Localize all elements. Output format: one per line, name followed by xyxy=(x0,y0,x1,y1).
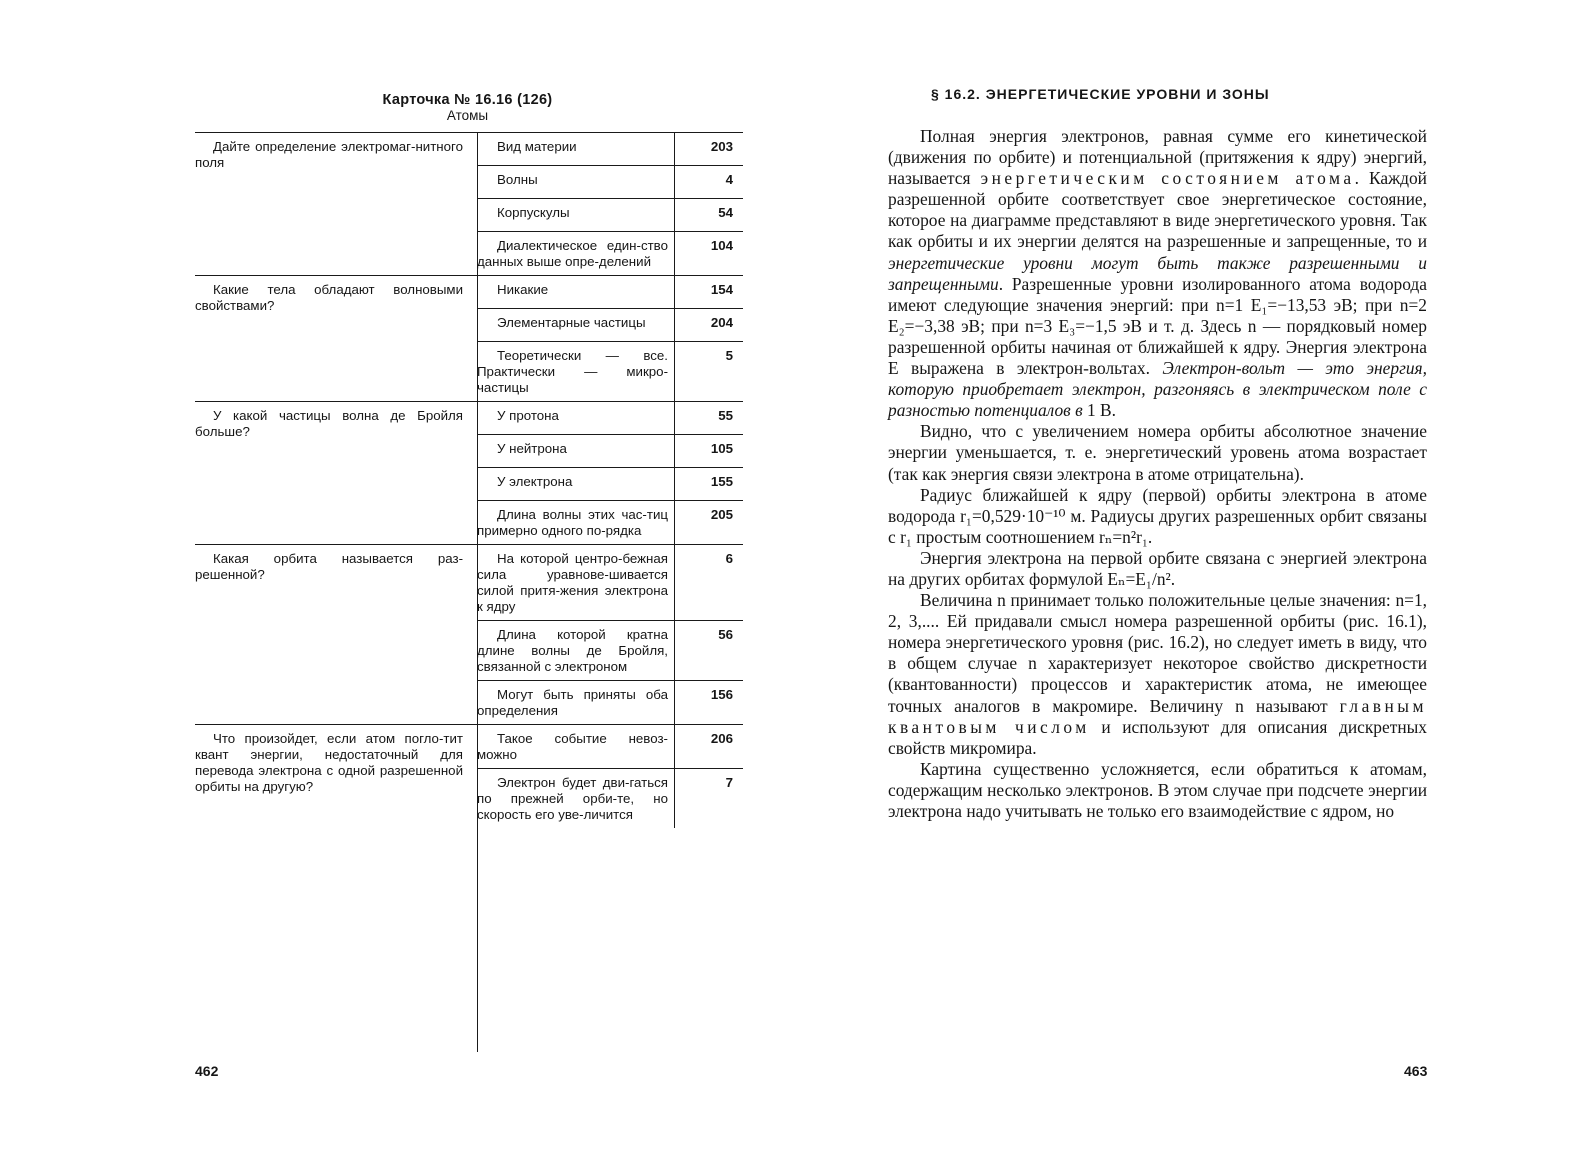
paragraph: Видно, что с увеличением номера орбиты абсолютное значение энергии уменьшается, т. е. энергетический уровень атома возрастает (так как энергия связи электрона в атоме отрицательна). xyxy=(888,421,1427,484)
paragraph xyxy=(888,590,1427,759)
answer-text: Длина волны этих час-тиц примерно одного по-рядка xyxy=(477,501,675,544)
answer-text: Корпускулы xyxy=(477,199,675,231)
answer-list xyxy=(477,133,743,275)
answer-text: На которой центро-бежная сила уравнове-шивается силой притя-жения электрона к ядру xyxy=(477,545,675,620)
italic-definition: Электрон-вольт — это энергия, которую приобретает электрон, разгоняясь в электрическом поле с разностью потенциалов в xyxy=(888,358,1427,421)
answer-text: Элементарные частицы xyxy=(477,309,675,341)
page-number: 463 xyxy=(1404,1063,1428,1079)
answer-row xyxy=(477,133,743,165)
answer-text: Вид материи xyxy=(477,133,675,165)
answer-list xyxy=(477,402,743,544)
question-text: Дайте определение электромаг-нитного поля xyxy=(195,139,463,170)
answer-list xyxy=(477,545,743,724)
answer-row xyxy=(477,276,743,308)
question-block xyxy=(195,132,743,275)
card-subtitle: Атомы xyxy=(446,108,489,123)
answer-row xyxy=(477,467,743,500)
question-block xyxy=(195,544,743,724)
paragraph-text: и используют для описания дискретных свойств микромира. xyxy=(888,716,1428,758)
answer-row xyxy=(477,545,743,620)
paragraph-text: Полная энергия электронов, равная сумме его кинетической (движения по орбите) и потенциальной (притяжения к ядру) энергий, называется xyxy=(888,126,1427,189)
answer-code: 56 xyxy=(718,627,733,642)
spaced-term: главным квантовым числом xyxy=(888,695,1427,737)
answer-row xyxy=(477,402,743,434)
spaced-term: энергетическим состоянием атома xyxy=(980,168,1355,189)
answer-text: У электрона xyxy=(477,468,675,500)
answer-row xyxy=(477,198,743,231)
answer-row xyxy=(477,341,743,401)
answer-text: У протона xyxy=(477,402,675,434)
paragraph: Энергия электрона на первой орбите связана с энергией электрона на других орбитах формулой Eₙ=E₁/n². xyxy=(888,547,1427,589)
answer-code: 7 xyxy=(725,775,733,790)
answer-row xyxy=(477,231,743,275)
answer-code: 54 xyxy=(718,205,733,220)
card-table xyxy=(195,132,743,828)
paragraph-text: . Каждой разрешенной орбите соответствует свое энергетическое состояние, которое на диаграмме представляют в виде энергетического уровня. Так как орбиты и их энергии делятся на разрешенные и запрещенные, то и xyxy=(888,168,1427,252)
paragraph-text: . Разрешенные уровни изолированного атома водорода имеют следующие значения энергий: при n=1 E₁=−13,53 эВ; при n=2 E₂=−3,38 эВ; при n=3 E₃=−1,5 эВ и т. д. Здесь n — порядковый номер разрешенной орбиты начиная от ближайшей к ядру. Энергия электрона E выражена в электрон-вольтах. xyxy=(888,273,1427,379)
answer-row xyxy=(477,308,743,341)
answer-row xyxy=(477,680,743,724)
page-number: 462 xyxy=(195,1063,219,1079)
answer-code: 203 xyxy=(710,139,733,154)
answer-code: 5 xyxy=(725,348,733,363)
answer-row xyxy=(477,500,743,544)
question-block xyxy=(195,724,743,828)
card-title: Карточка № 16.16 (126) xyxy=(382,92,553,108)
paragraph-text: 1 В. xyxy=(1082,400,1116,421)
answer-code: 4 xyxy=(725,172,733,187)
question-text: Какая орбита называется раз-решенной? xyxy=(195,551,463,582)
answer-code: 156 xyxy=(710,687,733,702)
answer-text: Длина которой кратна длине волны де Бройля, связанной с электроном xyxy=(477,621,675,680)
paragraph-text: Величина n принимает только положительные целые значения: n=1, 2, 3,.... Ей придавали смысл номера разрешенной орбиты (рис. 16.1), номера энергетического уровня (рис. 16.2), но следует иметь в виду, что в общем случае n характеризует некоторое свойство дискретности (квантованности) процессов и характеристик атома, не имеющее точных аналогов в макромире. Величину n называют xyxy=(888,590,1427,716)
answer-row xyxy=(477,768,743,828)
paragraph: Радиус ближайшей к ядру (первой) орбиты электрона в атоме водорода r₁=0,529·10⁻¹⁰ м. Радиусы других разрешенных орбит связаны с r₁ простым соотношением rₙ=n²r₁. xyxy=(888,484,1427,547)
answer-text: Такое событие невоз-можно xyxy=(477,725,675,768)
answer-text: Волны xyxy=(477,166,675,198)
answer-list xyxy=(477,725,743,828)
answer-text: Электрон будет дви-гаться по прежней орби-те, но скорость его уве-личится xyxy=(477,769,675,828)
answer-text: Диалектическое един-ство данных выше опре-делений xyxy=(477,232,675,275)
right-page xyxy=(791,0,1582,1153)
answer-code: 55 xyxy=(718,408,733,423)
answer-code: 155 xyxy=(710,474,733,489)
answer-code: 104 xyxy=(710,238,733,253)
answer-row xyxy=(477,165,743,198)
answer-text: Могут быть приняты оба определения xyxy=(477,681,675,724)
answer-code: 154 xyxy=(710,282,733,297)
answer-list xyxy=(477,276,743,401)
question-text: Какие тела обладают волновыми свойствами? xyxy=(195,282,463,313)
answer-row xyxy=(477,620,743,680)
question-text: У какой частицы волна де Бройля больше? xyxy=(195,408,463,439)
answer-text: Никакие xyxy=(477,276,675,308)
answer-text: У нейтрона xyxy=(477,435,675,467)
question-text: Что произойдет, если атом погло-тит квант энергии, недостаточный для перевода электрона с одной разрешенной орбиты на другую? xyxy=(195,731,463,794)
answer-code: 6 xyxy=(725,551,733,566)
answer-code: 204 xyxy=(710,315,733,330)
answer-code: 105 xyxy=(710,441,733,456)
answer-row xyxy=(477,434,743,467)
paragraph xyxy=(888,126,1427,421)
italic-phrase: энергетические уровни могут быть также разрешенными и запрещенными xyxy=(888,252,1427,294)
section-title: § 16.2. ЭНЕРГЕТИЧЕСКИЕ УРОВНИ И ЗОНЫ xyxy=(931,86,1270,102)
answer-row xyxy=(477,725,743,768)
question-block xyxy=(195,275,743,401)
answer-code: 205 xyxy=(710,507,733,522)
paragraph: Картина существенно усложняется, если обратиться к атомам, содержащим несколько электронов. В этом случае при подсчете энергии электрона надо учитывать не только его взаимодействие с ядром, но xyxy=(888,758,1427,821)
body-text xyxy=(888,126,1427,822)
answer-code: 206 xyxy=(710,731,733,746)
answer-text: Теоретически — все. Практически — микро-частицы xyxy=(477,342,675,401)
question-block xyxy=(195,401,743,544)
